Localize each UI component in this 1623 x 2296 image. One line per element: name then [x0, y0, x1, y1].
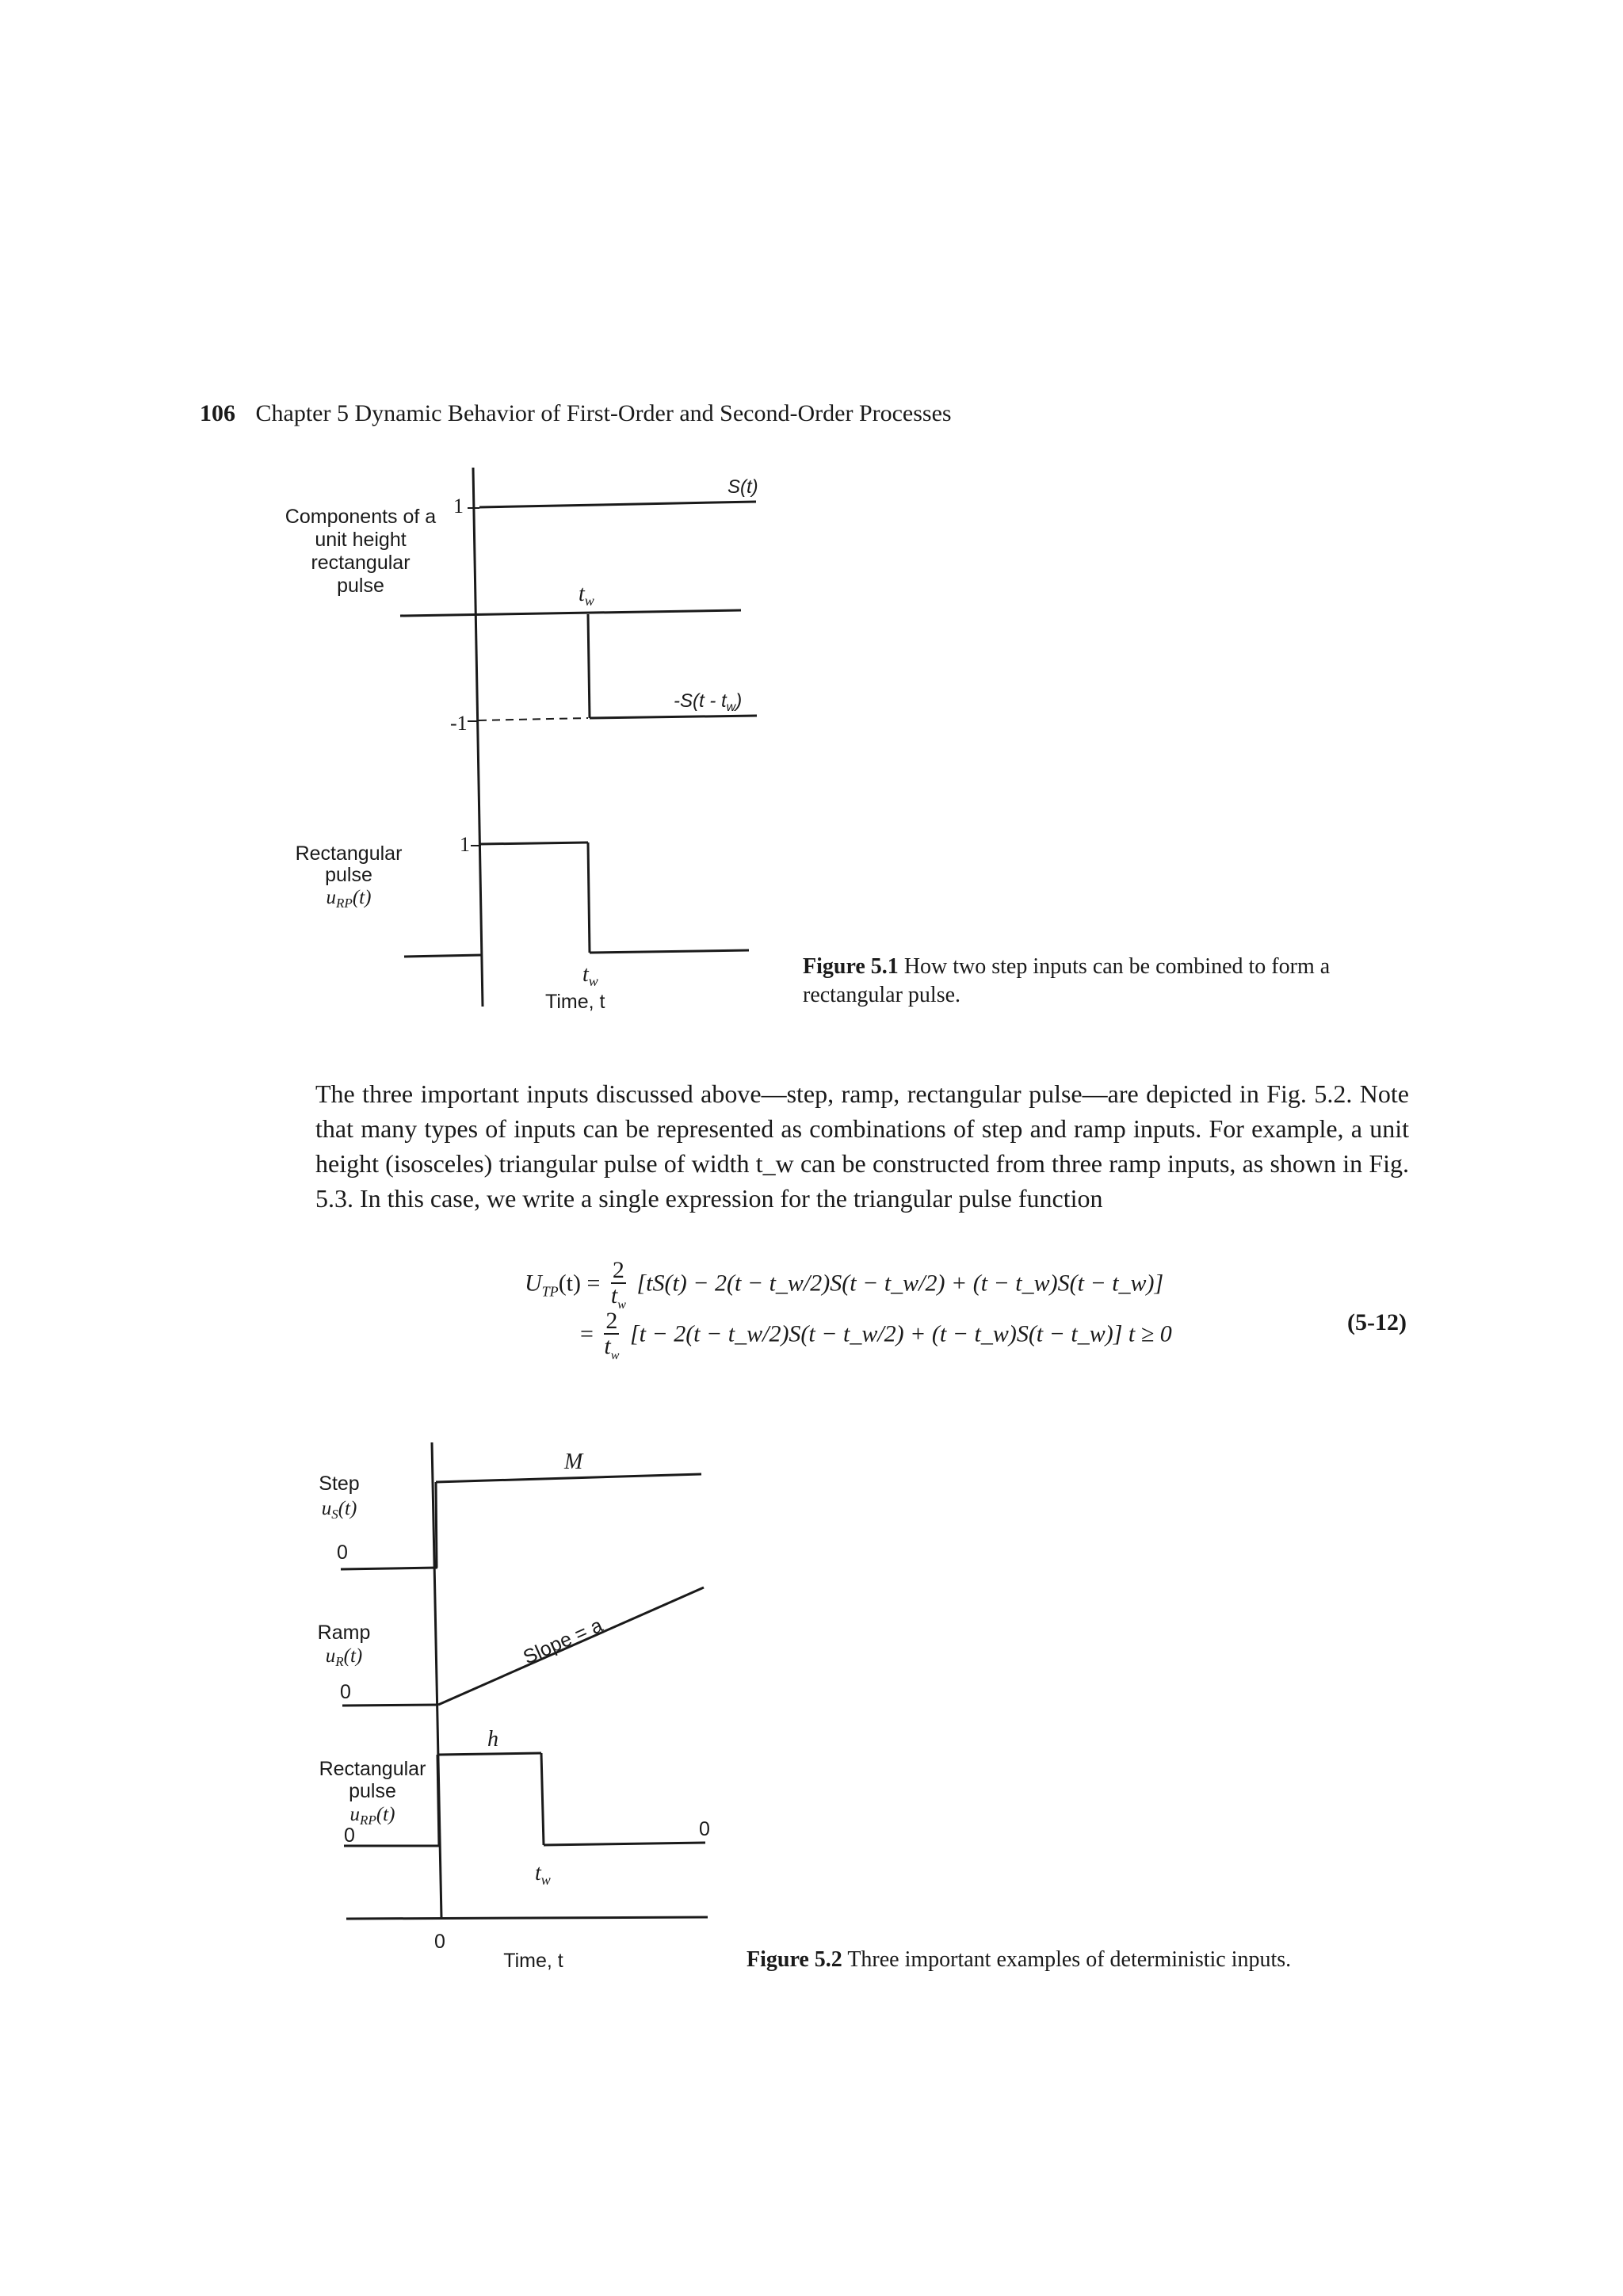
fig2-step-label: Step — [319, 1473, 360, 1495]
fig2-rect-tw-sub: w — [540, 1872, 551, 1888]
fig2-rect-zero: 0 — [344, 1824, 355, 1847]
fig2-step-sub: S — [331, 1507, 338, 1522]
fig1-caption-text: How two step inputs can be combined to form a rectangular pulse. — [803, 954, 1331, 1008]
fig2-ramp-base — [342, 1705, 438, 1706]
fig1-label-rect-line1: Rectangular — [295, 842, 403, 865]
fig1-label-components-line1: Components of a — [285, 506, 437, 528]
fig1-tw-top-sub: w — [584, 593, 594, 609]
fig2-caption-label: Figure 5.2 — [747, 1947, 842, 1972]
fig2-step-zero: 0 — [337, 1541, 348, 1564]
fig2-rect-label-line2: pulse — [349, 1780, 396, 1802]
fig1-label-components-line4: pulse — [337, 575, 384, 597]
fig1-label-rect-arg: (t) — [352, 887, 372, 908]
eq-lhs: U — [525, 1270, 542, 1297]
fig2-ramp-label: Ramp — [317, 1622, 371, 1644]
fig2-rect-u: u — [349, 1804, 361, 1825]
fig2-step-arg: (t) — [338, 1498, 357, 1519]
eq-frac-num-1: 2 — [611, 1259, 626, 1284]
eq-lhs-sub: TP — [541, 1283, 559, 1300]
running-title: Chapter 5 Dynamic Behavior of First-Order and Second-Order Processes — [255, 400, 952, 426]
eq-line1-body: [tS(t) − 2(t − t_w/2)S(t − t_w/2) + (t − t_w)S(t − t_w)] — [636, 1270, 1164, 1297]
fig1-curve-neg-step-sub: w — [726, 701, 736, 714]
fig2-rect-sub: RP — [360, 1813, 376, 1828]
fig1-curve-neg-step-label: -S(t - t — [674, 690, 727, 712]
fig2-rect-label-line1: Rectangular — [319, 1758, 426, 1780]
fig2-ramp-u: u — [325, 1645, 336, 1667]
fig1-curve-step-label: S(t) — [727, 476, 758, 498]
svg-text:uR(t) — [326, 1645, 363, 1669]
fig2-xlabel: Time, t — [503, 1950, 563, 1972]
fig1-tick-minus1-label: -1 — [450, 712, 468, 735]
fig1-caption-label: Figure 5.1 — [803, 954, 899, 979]
fig2-step-u: u — [321, 1498, 332, 1519]
eq-frac-num-2: 2 — [604, 1309, 619, 1335]
fig1-tw-bottom: t — [582, 962, 589, 987]
fig2-rect-fall — [541, 1753, 544, 1845]
fig2-step-riser — [436, 1482, 437, 1568]
fig1-label-components-line3: rectangular — [311, 552, 411, 574]
fig1-tw-top: t — [579, 582, 585, 606]
eq-lhs-arg: (t) = — [558, 1270, 601, 1297]
svg-text:tw — [535, 1861, 551, 1888]
equation-number: (5-12) — [1347, 1309, 1407, 1335]
fig2-ramp-arg: (t) — [343, 1645, 363, 1667]
fig1-label-rect-sub: RP — [336, 896, 353, 911]
fig2-step-top — [436, 1474, 701, 1482]
fig2-step-level: M — [564, 1450, 583, 1474]
fig1-tick-1b-label: 1 — [460, 833, 470, 856]
fig2-rect-rise — [437, 1755, 439, 1846]
fig2-rect-tw: t — [535, 1861, 541, 1885]
svg-text:uRP(t) — [350, 1804, 395, 1828]
svg-text:uS(t) — [322, 1498, 357, 1522]
fig1-label-rect-u: u — [326, 887, 337, 908]
fig2-rect-arg: (t) — [376, 1804, 395, 1825]
fig1-tw-bottom-sub: w — [588, 973, 598, 989]
fig2-caption-text: Three important examples of deterministic inputs. — [847, 1947, 1292, 1972]
eq-frac-den-sub-2: w — [610, 1349, 620, 1362]
eq-line2-body: [t − 2(t − t_w/2)S(t − t_w/2) + (t − t_w)S(t − t_w)] t ≥ 0 — [629, 1320, 1172, 1347]
fig2-time-axis — [346, 1917, 708, 1919]
body-paragraph: The three important inputs discussed above—step, ramp, rectangular pulse—are depicted in Fig. 5.2. Note that many types of inputs can be represented as combinations of step and ramp inputs. For example, a unit height (isosceles) triangular pulse of width t_w can be constructed from three ramp inputs, as shown in Fig. 5.3. In this case, we write a single expression for the triangular pulse function — [315, 1079, 1409, 1213]
page-number: 106 — [200, 400, 235, 426]
fig2-rect-top — [437, 1753, 541, 1755]
fig1-tick-1-label: 1 — [453, 495, 464, 518]
eq-line2-equals: = — [580, 1320, 594, 1347]
fig2-ramp-sub: R — [335, 1654, 344, 1669]
eq-frac-den-2: t — [604, 1333, 611, 1359]
fig2-caption — [747, 1946, 1381, 1974]
fig2-step-base — [341, 1568, 437, 1569]
fig2-ramp-zero: 0 — [340, 1681, 351, 1703]
fig2-origin: 0 — [434, 1931, 445, 1953]
fig2-rect-height: h — [487, 1727, 498, 1752]
fig1-xlabel: Time, t — [545, 991, 605, 1013]
fig1-label-components-line2: unit height — [315, 529, 407, 551]
fig1-curve-neg-step-end: ) — [735, 690, 743, 712]
fig2-ramp-slope: Slope = a — [520, 1614, 606, 1669]
fig2-rect-zero-right: 0 — [699, 1818, 710, 1840]
fig2-rect-right-base — [544, 1843, 705, 1845]
fig1-label-rect-line2: pulse — [325, 864, 372, 886]
eq-frac-den-1: t — [610, 1282, 618, 1308]
eq-frac-den-sub-1: w — [617, 1298, 626, 1312]
